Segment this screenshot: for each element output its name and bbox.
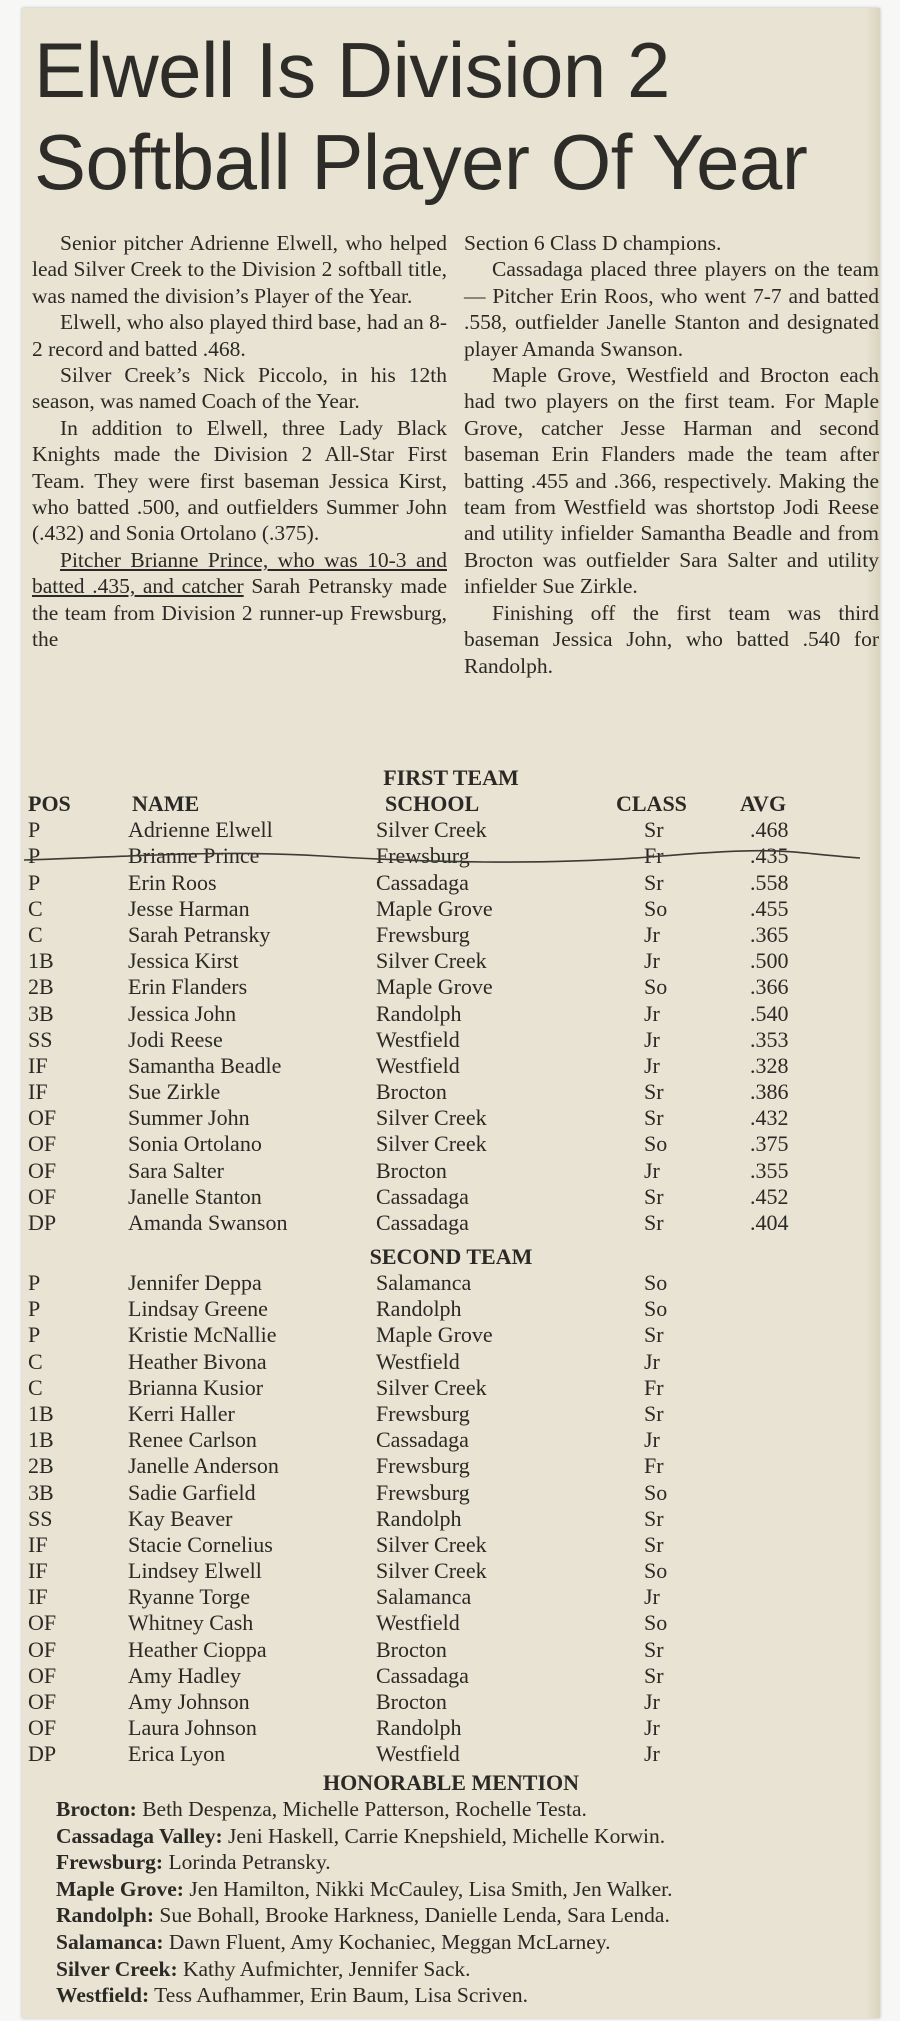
- table-row: [22, 1270, 880, 1296]
- table-row: [22, 1131, 880, 1157]
- cell-name: Ryanne Torge: [128, 1584, 251, 1610]
- player-names: Jeni Haskell, Carrie Knepshield, Michelle Korwin.: [222, 1823, 666, 1848]
- honorable-mention-entry: [56, 1796, 866, 1823]
- cell-name: Whitney Cash: [128, 1610, 254, 1636]
- cell-class: Sr: [644, 817, 664, 843]
- cell-name: Janelle Stanton: [128, 1183, 262, 1209]
- school-name: Cassadaga Valley:: [56, 1823, 223, 1848]
- cell-school: Maple Grove: [376, 974, 493, 1000]
- cell-pos: P: [28, 1296, 41, 1322]
- cell-avg: .375: [750, 1131, 789, 1157]
- cell-school: Frewsburg: [376, 1400, 470, 1426]
- table-row: [22, 1715, 880, 1741]
- paragraph: Maple Grove, Westfield and Brocton each had two players on the first team. For Maple Grove, catcher Jesse Harman and second baseman Erin Flanders made the team after batting .455 and .366, respectively. Making the team from Westfield was shortstop Jodi Reese and utility infielder Samantha Beadle and from Brocton was outfielder Sara Salter and utility infielder Sue Zirkle.: [464, 363, 879, 599]
- cell-name: Jennifer Deppa: [128, 1270, 262, 1295]
- cell-class: Jr: [644, 1741, 660, 1767]
- cell-avg: .452: [750, 1183, 789, 1209]
- cell-class: Jr: [644, 1052, 660, 1078]
- cell-pos: P: [28, 817, 41, 843]
- newspaper-clipping: [22, 8, 880, 2018]
- cell-class: Sr: [644, 869, 664, 895]
- table-row: [22, 1027, 880, 1053]
- cell-school: Westfield: [376, 1610, 460, 1636]
- cell-pos: IF: [28, 1079, 48, 1105]
- cell-pos: OF: [28, 1183, 57, 1209]
- cell-name: Lindsey Elwell: [128, 1558, 262, 1584]
- cell-school: Westfield: [376, 1026, 460, 1052]
- cell-class: Sr: [644, 1183, 664, 1209]
- cell-school: Silver Creek: [376, 817, 487, 843]
- cell-class: So: [644, 1131, 668, 1157]
- table-row: [22, 1427, 880, 1453]
- cell-avg: .386: [750, 1079, 789, 1105]
- cell-name: Jessica John: [128, 1000, 237, 1026]
- paragraph: Cassadaga placed three players on the team — Pitcher Erin Roos, who went 7-7 and batted .558, outfielder Janelle Stanton and designated player Amanda Swanson.: [464, 257, 879, 361]
- cell-class: Fr: [644, 1453, 664, 1479]
- cell-pos: IF: [28, 1584, 48, 1610]
- player-names: Tess Aufhammer, Erin Baum, Lisa Scriven.: [149, 1983, 528, 2008]
- cell-class: Sr: [644, 1505, 664, 1531]
- school-name: Randolph:: [56, 1903, 154, 1928]
- cell-school: Silver Creek: [376, 948, 487, 974]
- cell-class: So: [644, 1296, 668, 1322]
- cell-name: Erin Roos: [128, 869, 217, 895]
- first-team-title: FIRST TEAM: [383, 765, 519, 790]
- cell-class: So: [644, 895, 668, 921]
- underlined-text: Pitcher Brianne Prince, who was 10-3 and batted .435, and catcher: [32, 547, 447, 599]
- cell-class: Jr: [644, 1000, 660, 1026]
- cell-school: Cassadaga: [376, 869, 469, 895]
- cell-pos: OF: [28, 1105, 57, 1131]
- cell-name: Brianne Prince: [128, 843, 260, 869]
- cell-name: Sara Salter: [128, 1157, 224, 1183]
- cell-school: Salamanca: [376, 1270, 472, 1295]
- cell-name: Jesse Harman: [128, 895, 250, 921]
- table-row: [22, 1741, 880, 1767]
- honorable-mention-title: HONORABLE MENTION: [322, 1770, 580, 1795]
- cell-avg: .404: [750, 1210, 789, 1235]
- paragraph: Section 6 Class D champions.: [464, 231, 722, 255]
- table-row: [22, 1480, 880, 1506]
- cell-pos: C: [28, 1348, 43, 1374]
- cell-class: Sr: [644, 1322, 664, 1348]
- school-name: Silver Creek:: [56, 1956, 178, 1981]
- cell-name: Amy Hadley: [128, 1662, 242, 1688]
- cell-school: Silver Creek: [376, 1131, 487, 1157]
- cell-pos: SS: [28, 1026, 53, 1052]
- second-team-rows: [22, 1270, 880, 1768]
- cell-avg: .558: [750, 869, 789, 895]
- table-row: [22, 817, 880, 843]
- cell-avg: .432: [750, 1105, 789, 1131]
- table-row: [22, 1453, 880, 1479]
- cell-school: Silver Creek: [376, 1105, 487, 1131]
- table-row: [22, 1558, 880, 1584]
- header-pos: POS: [28, 791, 71, 816]
- cell-class: Jr: [644, 921, 660, 947]
- cell-pos: 1B: [28, 1427, 54, 1453]
- cell-name: Janelle Anderson: [128, 1453, 279, 1479]
- header-avg: AVG: [740, 791, 787, 816]
- table-row: [22, 1689, 880, 1715]
- cell-class: Jr: [644, 1348, 660, 1374]
- cell-class: Sr: [644, 1105, 664, 1131]
- player-names: Beth Despenza, Michelle Patterson, Rochelle Testa.: [136, 1797, 587, 1821]
- cell-school: Frewsburg: [376, 1479, 470, 1505]
- cell-school: Westfield: [376, 1052, 460, 1078]
- honorable-mention-entry: [56, 1823, 866, 1850]
- paragraph: Senior pitcher Adrienne Elwell, who helped lead Silver Creek to the Division 2 softball title, was named the division’s Player of the Year.: [32, 231, 447, 308]
- cell-pos: DP: [28, 1741, 57, 1767]
- cell-pos: OF: [28, 1662, 57, 1688]
- cell-pos: P: [28, 869, 41, 895]
- second-team-table: [22, 1270, 880, 1768]
- cell-avg: .540: [750, 1000, 789, 1026]
- cell-school: Randolph: [376, 1505, 462, 1531]
- cell-school: Maple Grove: [376, 1322, 493, 1348]
- cell-name: Lindsay Greene: [128, 1296, 268, 1322]
- article-left-column: [32, 230, 447, 653]
- cell-avg: .355: [750, 1157, 789, 1183]
- cell-name: Erin Flanders: [128, 974, 248, 1000]
- cell-school: Cassadaga: [376, 1662, 469, 1688]
- honorable-mention-entry: [56, 1876, 866, 1903]
- table-row: [22, 1322, 880, 1348]
- table-row: [22, 1637, 880, 1663]
- paragraph: [32, 547, 447, 653]
- paragraph-text: Sarah Petransky made the team from Division 2 runner-up Frewsburg, the: [32, 574, 447, 652]
- cell-class: Sr: [644, 1531, 664, 1557]
- cell-school: Brocton: [376, 1079, 447, 1105]
- cell-name: Kerri Haller: [128, 1400, 235, 1426]
- cell-pos: 1B: [28, 948, 54, 974]
- cell-pos: C: [28, 895, 43, 921]
- cell-name: Erica Lyon: [128, 1741, 226, 1767]
- school-name: Westfield:: [56, 1983, 150, 2008]
- table-row: [22, 1210, 880, 1236]
- table-row: [22, 1184, 880, 1210]
- cell-school: Randolph: [376, 1296, 462, 1322]
- paragraph: Finishing off the first team was third baseman Jessica John, who batted .540 for Randolph.: [464, 600, 879, 678]
- table-row: [22, 1158, 880, 1184]
- cell-class: Sr: [644, 1210, 664, 1235]
- cell-avg: .366: [750, 974, 789, 1000]
- table-row: [22, 1663, 880, 1689]
- table-row: [22, 870, 880, 896]
- cell-school: Brocton: [376, 1689, 447, 1714]
- cell-school: Frewsburg: [376, 921, 470, 947]
- honorable-mention-entry: [56, 1956, 866, 1983]
- cell-class: Jr: [644, 1427, 660, 1453]
- cell-avg: .468: [750, 817, 789, 843]
- cell-name: Heather Cioppa: [128, 1636, 267, 1662]
- cell-name: Adrienne Elwell: [128, 817, 273, 843]
- cell-pos: OF: [28, 1131, 57, 1157]
- cell-pos: C: [28, 921, 43, 947]
- school-name: Maple Grove:: [56, 1876, 184, 1901]
- cell-class: Fr: [644, 1374, 664, 1400]
- table-row: [22, 1532, 880, 1558]
- cell-class: Fr: [644, 843, 664, 869]
- cell-avg: .435: [750, 843, 789, 869]
- table-row: [22, 922, 880, 948]
- cell-class: Jr: [644, 1689, 660, 1714]
- header-name: NAME: [132, 791, 200, 816]
- cell-class: Jr: [644, 1584, 660, 1610]
- cell-name: Heather Bivona: [128, 1348, 267, 1374]
- player-names: Lorinda Petransky.: [163, 1850, 331, 1875]
- school-name: Frewsburg:: [56, 1850, 164, 1875]
- honorable-mention-entry: [56, 1929, 866, 1956]
- cell-name: Amy Johnson: [128, 1689, 250, 1714]
- cell-school: Brocton: [376, 1636, 447, 1662]
- cell-school: Salamanca: [376, 1584, 472, 1610]
- cell-school: Westfield: [376, 1741, 460, 1767]
- cell-name: Laura Johnson: [128, 1715, 257, 1741]
- cell-name: Sonia Ortolano: [128, 1131, 262, 1157]
- cell-school: Randolph: [376, 1715, 462, 1741]
- cell-name: Amanda Swanson: [128, 1210, 288, 1235]
- cell-class: So: [644, 1558, 668, 1584]
- cell-class: So: [644, 1479, 668, 1505]
- paragraph: In addition to Elwell, three Lady Black Knights made the Division 2 All-Star First Team. They were first baseman Jessica Kirst, who batted .500, and outfielders Summer John (.432) and Sonia Ortolano (.375).: [32, 415, 447, 546]
- cell-name: Jodi Reese: [128, 1026, 223, 1052]
- cell-class: So: [644, 1610, 668, 1636]
- table-row: [22, 1296, 880, 1322]
- cell-avg: .328: [750, 1052, 789, 1078]
- cell-name: Stacie Cornelius: [128, 1531, 273, 1557]
- table-row: [22, 974, 880, 1000]
- table-row: [22, 1001, 880, 1027]
- cell-pos: 1B: [28, 1400, 54, 1426]
- cell-pos: OF: [28, 1689, 57, 1714]
- table-row: [22, 1375, 880, 1401]
- cell-pos: IF: [28, 1558, 48, 1584]
- school-name: Brocton:: [56, 1797, 137, 1821]
- cell-avg: .353: [750, 1026, 789, 1052]
- honorable-mention-entry: [56, 1849, 866, 1876]
- cell-school: Silver Creek: [376, 1531, 487, 1557]
- player-names: Dawn Fluent, Amy Kochaniec, Meggan McLarney.: [163, 1929, 611, 1954]
- cell-pos: P: [28, 1270, 41, 1295]
- cell-pos: P: [28, 1322, 41, 1348]
- paragraph: Elwell, who also played third base, had an 8-2 record and batted .468.: [32, 310, 447, 361]
- cell-name: Sarah Petransky: [128, 921, 271, 947]
- cell-pos: IF: [28, 1531, 48, 1557]
- honorable-mention-list: [56, 1796, 866, 2009]
- cell-pos: DP: [28, 1210, 57, 1235]
- cell-pos: SS: [28, 1505, 53, 1531]
- cell-class: Sr: [644, 1400, 664, 1426]
- cell-name: Sadie Garfield: [128, 1479, 256, 1505]
- player-names: Sue Bohall, Brooke Harkness, Danielle Lenda, Sara Lenda.: [154, 1903, 670, 1928]
- cell-name: Kristie McNallie: [128, 1322, 277, 1348]
- cell-pos: IF: [28, 1052, 48, 1078]
- cell-class: Sr: [644, 1636, 664, 1662]
- cell-avg: .500: [750, 948, 789, 974]
- cell-school: Cassadaga: [376, 1427, 469, 1453]
- cell-pos: 3B: [28, 1000, 54, 1026]
- cell-pos: 3B: [28, 1479, 54, 1505]
- honorable-mention-entry: [56, 1902, 866, 1929]
- first-team-rows: [22, 817, 880, 1236]
- cell-school: Silver Creek: [376, 1374, 487, 1400]
- cell-pos: 2B: [28, 974, 54, 1000]
- cell-school: Cassadaga: [376, 1183, 469, 1209]
- article-right-column: [464, 230, 879, 679]
- cell-name: Samantha Beadle: [128, 1052, 282, 1078]
- cell-school: Cassadaga: [376, 1210, 469, 1235]
- cell-class: Sr: [644, 1079, 664, 1105]
- table-row: [22, 1349, 880, 1375]
- cell-pos: OF: [28, 1157, 57, 1183]
- table-row: [22, 1506, 880, 1532]
- cell-name: Sue Zirkle: [128, 1079, 221, 1105]
- cell-pos: P: [28, 843, 41, 869]
- cell-class: Sr: [644, 1662, 664, 1688]
- table-row: [22, 896, 880, 922]
- first-team-table: [22, 791, 880, 1236]
- cell-name: Jessica Kirst: [128, 948, 239, 974]
- cell-class: Jr: [644, 1026, 660, 1052]
- school-name: Salamanca:: [56, 1929, 164, 1954]
- cell-school: Frewsburg: [376, 1453, 470, 1479]
- cell-avg: .365: [750, 921, 789, 947]
- cell-school: Randolph: [376, 1000, 462, 1026]
- table-header: [22, 791, 880, 817]
- cell-school: Silver Creek: [376, 1558, 487, 1584]
- cell-class: Jr: [644, 948, 660, 974]
- header-class: CLASS: [616, 791, 687, 816]
- cell-school: Frewsburg: [376, 843, 470, 869]
- cell-name: Kay Beaver: [128, 1505, 233, 1531]
- cell-pos: OF: [28, 1636, 57, 1662]
- cell-school: Brocton: [376, 1157, 447, 1183]
- cell-name: Summer John: [128, 1105, 250, 1131]
- cell-school: Maple Grove: [376, 895, 493, 921]
- cell-pos: OF: [28, 1610, 57, 1636]
- table-row: [22, 1105, 880, 1131]
- cell-name: Brianna Kusior: [128, 1374, 264, 1400]
- cell-pos: 2B: [28, 1453, 54, 1479]
- player-names: Kathy Aufmichter, Jennifer Sack.: [177, 1956, 471, 1981]
- table-row: [22, 1584, 880, 1610]
- cell-name: Renee Carlson: [128, 1427, 257, 1453]
- cell-school: Westfield: [376, 1348, 460, 1374]
- header-school: SCHOOL: [385, 791, 480, 816]
- table-row: [22, 1079, 880, 1105]
- table-row: [22, 843, 880, 869]
- second-team-title: SECOND TEAM: [369, 1244, 533, 1269]
- cell-pos: C: [28, 1374, 43, 1400]
- cell-class: So: [644, 1270, 668, 1295]
- headline: Elwell Is Division 2 Softball Player Of Year: [34, 26, 808, 206]
- table-row: [22, 1053, 880, 1079]
- cell-class: So: [644, 974, 668, 1000]
- cell-avg: .455: [750, 895, 789, 921]
- paragraph: Silver Creek’s Nick Piccolo, in his 12th season, was named Coach of the Year.: [32, 363, 447, 414]
- cell-class: Jr: [644, 1157, 660, 1183]
- table-row: [22, 1610, 880, 1636]
- cell-pos: OF: [28, 1715, 57, 1741]
- table-row: [22, 948, 880, 974]
- honorable-mention-entry: [56, 1982, 866, 2009]
- table-row: [22, 1401, 880, 1427]
- player-names: Jen Hamilton, Nikki McCauley, Lisa Smith, Jen Walker.: [183, 1876, 673, 1901]
- cell-class: Jr: [644, 1715, 660, 1741]
